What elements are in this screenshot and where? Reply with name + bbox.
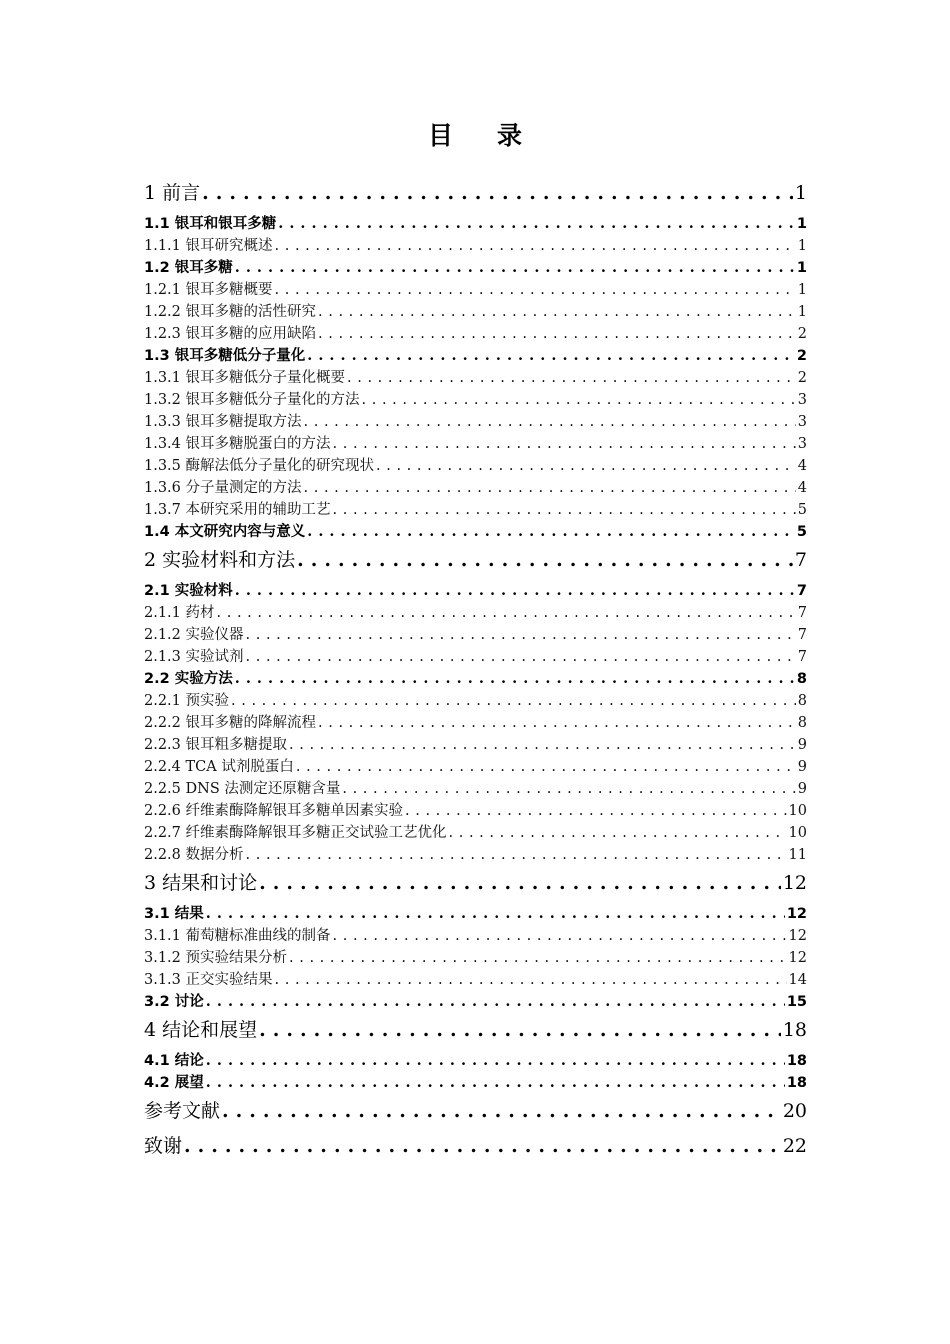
toc-entry-level-3[interactable] bbox=[144, 455, 807, 477]
toc-entry-label: 1.2.2 银耳多糖的活性研究 bbox=[144, 304, 317, 320]
toc-entry-page-number: 7 bbox=[796, 583, 807, 599]
toc-entry-level-3[interactable] bbox=[144, 734, 807, 756]
toc-entry-level-3[interactable] bbox=[144, 778, 807, 800]
toc-entry-page-number: 1 bbox=[797, 282, 807, 298]
toc-entry-page-number: 10 bbox=[788, 803, 807, 819]
toc-entry-level-3[interactable] bbox=[144, 800, 807, 822]
title-char-1: 目 bbox=[427, 121, 453, 150]
toc-entry-label: 2.2.1 预实验 bbox=[144, 693, 230, 709]
toc-entry-label: 2.1.3 实验试剂 bbox=[144, 649, 244, 665]
toc-entry-label: 1.3.1 银耳多糖低分子量化概要 bbox=[144, 370, 346, 386]
toc-entry-page-number: 12 bbox=[786, 906, 807, 922]
toc-entry-label: 2.1 实验材料 bbox=[144, 583, 233, 599]
toc-entry-level-3[interactable] bbox=[144, 389, 807, 411]
toc-entry-page-number: 9 bbox=[797, 759, 807, 775]
dot-leader bbox=[275, 969, 787, 991]
dot-leader bbox=[206, 1072, 785, 1094]
toc-entry-page-number: 7 bbox=[797, 627, 807, 643]
dot-leader bbox=[347, 367, 796, 389]
dot-leader bbox=[333, 433, 796, 455]
toc-entry-level-2[interactable] bbox=[144, 213, 807, 235]
toc-entry-label: 2.2.7 纤维素酶降解银耳多糖正交试验工艺优化 bbox=[144, 825, 447, 841]
toc-entry-page-number: 4 bbox=[797, 458, 807, 474]
toc-entry-level-3[interactable] bbox=[144, 624, 807, 646]
dot-leader bbox=[202, 176, 793, 211]
dot-leader bbox=[333, 499, 796, 521]
toc-entry-label: 3.1.1 葡萄糖标准曲线的制备 bbox=[144, 928, 331, 944]
toc-entry-page-number: 18 bbox=[786, 1053, 807, 1069]
dot-leader bbox=[222, 1094, 781, 1129]
dot-leader bbox=[259, 1013, 781, 1048]
toc-entry-label: 1.3.2 银耳多糖低分子量化的方法 bbox=[144, 392, 360, 408]
table-of-contents bbox=[144, 176, 807, 1164]
toc-entry-level-1[interactable] bbox=[144, 543, 807, 578]
toc-entry-level-3[interactable] bbox=[144, 756, 807, 778]
toc-entry-level-3[interactable] bbox=[144, 712, 807, 734]
dot-leader bbox=[275, 235, 796, 257]
toc-entry-label: 1.2.1 银耳多糖概要 bbox=[144, 282, 273, 298]
toc-entry-label: 4.1 结论 bbox=[144, 1053, 204, 1069]
toc-entry-level-3[interactable] bbox=[144, 690, 807, 712]
toc-entry-page-number: 15 bbox=[786, 994, 807, 1010]
toc-entry-label: 2.2.4 TCA 试剂脱蛋白 bbox=[144, 759, 294, 775]
toc-entry-level-3[interactable] bbox=[144, 477, 807, 499]
toc-entry-page-number: 7 bbox=[797, 649, 807, 665]
dot-leader bbox=[259, 866, 781, 901]
toc-entry-label: 1.3.6 分子量测定的方法 bbox=[144, 480, 302, 496]
toc-entry-level-2[interactable] bbox=[144, 580, 807, 602]
toc-entry-label: 2 实验材料和方法 bbox=[144, 549, 296, 571]
toc-entry-label: 1.1 银耳和银耳多糖 bbox=[144, 216, 277, 232]
toc-entry-label: 3 结果和讨论 bbox=[144, 872, 258, 894]
toc-entry-level-3[interactable] bbox=[144, 499, 807, 521]
toc-entry-level-3[interactable] bbox=[144, 925, 807, 947]
toc-entry-page-number: 12 bbox=[788, 950, 807, 966]
toc-entry-page-number: 8 bbox=[797, 693, 807, 709]
dot-leader bbox=[318, 301, 796, 323]
page-title bbox=[0, 116, 950, 152]
toc-entry-label: 2.2.5 DNS 法测定还原糖含量 bbox=[144, 781, 341, 797]
toc-entry-label: 2.2.8 数据分析 bbox=[144, 847, 244, 863]
dot-leader bbox=[206, 903, 785, 925]
dot-leader bbox=[275, 279, 796, 301]
toc-entry-level-3[interactable] bbox=[144, 279, 807, 301]
toc-entry-level-3[interactable] bbox=[144, 646, 807, 668]
toc-entry-level-3[interactable] bbox=[144, 947, 807, 969]
dot-leader bbox=[206, 1050, 785, 1072]
toc-entry-page-number: 7 bbox=[797, 605, 807, 621]
toc-entry-label: 2.2 实验方法 bbox=[144, 671, 233, 687]
toc-entry-label: 1.2.3 银耳多糖的应用缺陷 bbox=[144, 326, 317, 342]
toc-entry-page-number: 12 bbox=[788, 928, 807, 944]
toc-entry-level-2[interactable] bbox=[144, 257, 807, 279]
dot-leader bbox=[304, 411, 796, 433]
toc-entry-level-2[interactable] bbox=[144, 345, 807, 367]
dot-leader bbox=[304, 477, 796, 499]
toc-entry-label: 2.2.3 银耳粗多糖提取 bbox=[144, 737, 288, 753]
toc-entry-level-2[interactable] bbox=[144, 521, 807, 543]
toc-entry-page-number: 1 bbox=[797, 238, 807, 254]
toc-entry-page-number: 7 bbox=[794, 549, 807, 571]
toc-entry-page-number: 18 bbox=[782, 1019, 807, 1041]
toc-entry-level-3[interactable] bbox=[144, 433, 807, 455]
toc-entry-level-3[interactable] bbox=[144, 301, 807, 323]
toc-entry-label: 2.1.2 实验仪器 bbox=[144, 627, 244, 643]
dot-leader bbox=[206, 991, 785, 1013]
dot-leader bbox=[405, 800, 787, 822]
toc-entry-label: 4 结论和展望 bbox=[144, 1019, 258, 1041]
dot-leader bbox=[231, 690, 796, 712]
toc-entry-label: 1.3 银耳多糖低分子量化 bbox=[144, 348, 306, 364]
toc-entry-label: 1.3.7 本研究采用的辅助工艺 bbox=[144, 502, 331, 518]
dot-leader bbox=[318, 712, 796, 734]
toc-entry-page-number: 1 bbox=[796, 216, 807, 232]
dot-leader bbox=[235, 668, 795, 690]
dot-leader bbox=[235, 257, 795, 279]
toc-entry-page-number: 1 bbox=[794, 182, 807, 204]
toc-entry-level-2[interactable] bbox=[144, 991, 807, 1013]
toc-entry-level-3[interactable] bbox=[144, 844, 807, 866]
toc-entry-level-1[interactable] bbox=[144, 1013, 807, 1048]
toc-entry-page-number: 4 bbox=[797, 480, 807, 496]
toc-entry-page-number: 9 bbox=[797, 737, 807, 753]
toc-entry-level-3[interactable] bbox=[144, 323, 807, 345]
toc-entry-page-number: 10 bbox=[788, 825, 807, 841]
toc-entry-level-3[interactable] bbox=[144, 602, 807, 624]
toc-entry-label: 1.2 银耳多糖 bbox=[144, 260, 233, 276]
dot-leader bbox=[246, 624, 796, 646]
toc-entry-level-1[interactable] bbox=[144, 866, 807, 901]
toc-entry-level-1[interactable] bbox=[144, 1094, 807, 1129]
toc-entry-label: 1.3.4 银耳多糖脱蛋白的方法 bbox=[144, 436, 331, 452]
toc-entry-label: 2.2.2 银耳多糖的降解流程 bbox=[144, 715, 317, 731]
toc-entry-level-3[interactable] bbox=[144, 969, 807, 991]
toc-entry-label: 1 前言 bbox=[144, 182, 201, 204]
dot-leader bbox=[297, 543, 793, 578]
toc-entry-level-2[interactable] bbox=[144, 1050, 807, 1072]
toc-entry-level-3[interactable] bbox=[144, 367, 807, 389]
toc-entry-label: 致谢 bbox=[144, 1135, 183, 1157]
toc-entry-label: 1.1.1 银耳研究概述 bbox=[144, 238, 273, 254]
toc-entry-page-number: 1 bbox=[796, 260, 807, 276]
toc-entry-page-number: 9 bbox=[797, 781, 807, 797]
toc-entry-page-number: 18 bbox=[786, 1075, 807, 1091]
toc-entry-label: 3.1.3 正交实验结果 bbox=[144, 972, 273, 988]
dot-leader bbox=[376, 455, 796, 477]
toc-entry-level-2[interactable] bbox=[144, 1072, 807, 1094]
dot-leader bbox=[235, 580, 795, 602]
toc-entry-page-number: 3 bbox=[797, 392, 807, 408]
dot-leader bbox=[362, 389, 796, 411]
toc-entry-label: 4.2 展望 bbox=[144, 1075, 204, 1091]
dot-leader bbox=[449, 822, 787, 844]
dot-leader bbox=[289, 947, 787, 969]
toc-entry-page-number: 1 bbox=[797, 304, 807, 320]
dot-leader bbox=[278, 213, 795, 235]
toc-entry-page-number: 5 bbox=[796, 524, 807, 540]
toc-entry-level-1[interactable] bbox=[144, 1129, 807, 1164]
dot-leader bbox=[184, 1129, 781, 1164]
dot-leader bbox=[296, 756, 796, 778]
toc-entry-level-3[interactable] bbox=[144, 235, 807, 257]
toc-entry-page-number: 14 bbox=[788, 972, 807, 988]
dot-leader bbox=[333, 925, 787, 947]
toc-entry-page-number: 3 bbox=[797, 414, 807, 430]
toc-entry-page-number: 8 bbox=[796, 671, 807, 687]
toc-entry-label: 1.3.3 银耳多糖提取方法 bbox=[144, 414, 302, 430]
title-char-2: 录 bbox=[497, 121, 523, 150]
dot-leader bbox=[246, 646, 796, 668]
toc-entry-page-number: 12 bbox=[782, 872, 807, 894]
dot-leader bbox=[217, 602, 796, 624]
toc-entry-level-3[interactable] bbox=[144, 822, 807, 844]
dot-leader bbox=[342, 778, 795, 800]
toc-entry-level-3[interactable] bbox=[144, 411, 807, 433]
toc-entry-level-2[interactable] bbox=[144, 668, 807, 690]
toc-entry-level-2[interactable] bbox=[144, 903, 807, 925]
dot-leader bbox=[307, 521, 795, 543]
toc-entry-page-number: 8 bbox=[797, 715, 807, 731]
toc-entry-label: 3.1 结果 bbox=[144, 906, 204, 922]
toc-entry-label: 3.2 讨论 bbox=[144, 994, 204, 1010]
toc-entry-page-number: 22 bbox=[782, 1135, 807, 1157]
dot-leader bbox=[246, 844, 787, 866]
dot-leader bbox=[318, 323, 796, 345]
toc-entry-label: 1.3.5 酶解法低分子量化的研究现状 bbox=[144, 458, 375, 474]
dot-leader bbox=[289, 734, 796, 756]
toc-entry-page-number: 3 bbox=[797, 436, 807, 452]
toc-entry-label: 3.1.2 预实验结果分析 bbox=[144, 950, 288, 966]
toc-entry-label: 1.4 本文研究内容与意义 bbox=[144, 524, 306, 540]
toc-entry-page-number: 5 bbox=[797, 502, 807, 518]
toc-entry-page-number: 20 bbox=[782, 1100, 807, 1122]
toc-entry-level-1[interactable] bbox=[144, 176, 807, 211]
toc-entry-label: 2.1.1 药材 bbox=[144, 605, 215, 621]
toc-entry-page-number: 2 bbox=[796, 348, 807, 364]
toc-entry-page-number: 11 bbox=[788, 847, 807, 863]
toc-entry-label: 2.2.6 纤维素酶降解银耳多糖单因素实验 bbox=[144, 803, 404, 819]
dot-leader bbox=[307, 345, 795, 367]
toc-entry-label: 参考文献 bbox=[144, 1100, 221, 1122]
toc-entry-page-number: 2 bbox=[797, 370, 807, 386]
toc-entry-page-number: 2 bbox=[797, 326, 807, 342]
